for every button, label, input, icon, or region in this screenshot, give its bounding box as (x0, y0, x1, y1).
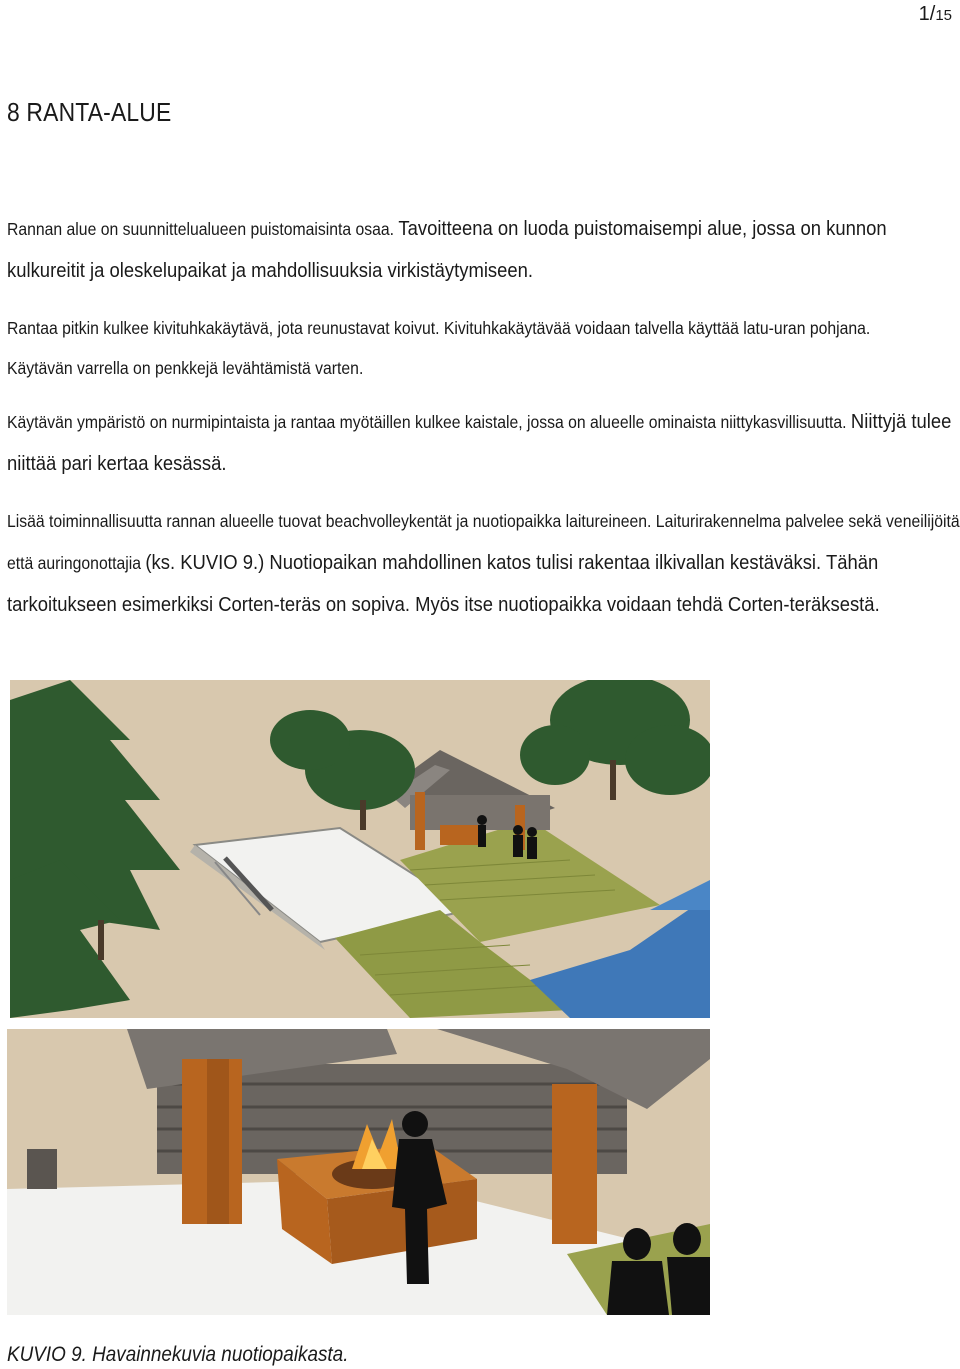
page-number (919, 2, 952, 28)
page-number-current: 1/ (918, 3, 936, 25)
paragraph-3-part-b: Niittyjä tulee niittää pari kertaa kesässä. (7, 410, 952, 475)
paragraph-4-part-b: (ks. KUVIO 9.) Nuotiopaikan mahdollinen katos tulisi rakentaa ilkivallan kestäväksi. Tähän tarkoitukseen esimerkiksi Corten-teräs on sopiva. Myös itse nuotiopaikka voidaan tehdä Corten-teräksestä. (7, 551, 880, 616)
page-number-total: 15 (935, 7, 952, 24)
fireplace-closeup-illustration (7, 1029, 710, 1315)
figure-caption: KUVIO 9. Havainnekuvia nuotiopaikasta. (7, 1343, 349, 1366)
section-heading: 8 RANTA-ALUE (7, 97, 172, 127)
paragraph-4-part-a: Lisää toiminnallisuutta rannan alueelle tuovat beachvolleykentät ja nuotiopaikka laitureineen. Laiturirakennelma palvelee sekä veneilijöitä että auringonottajia (7, 511, 960, 573)
paragraph-2-text: Rantaa pitkin kulkee kivituhkakäytävä, jota reunustavat koivut. Kivituhkakäytävää voidaan talvella käyttää latu-uran pohjana. Käytävän varrella on penkkejä levähtämistä varten. (7, 318, 871, 378)
rendering-fireplace-closeup (7, 1029, 710, 1315)
paragraph-4 (7, 501, 960, 627)
paragraph-3-part-a: Käytävän ympäristö on nurmipintaista ja rantaa myötäillen kulkee kaistale, jossa on alueelle ominaista niittykasvillisuutta. (7, 412, 851, 432)
paragraph-3 (7, 402, 952, 486)
paragraph-2 (7, 309, 916, 389)
paragraph-1-part-b: Tavoitteena on luoda puistomaisempi alue, jossa on kunnon kulkureitit ja oleskelupaikat ja mahdollisuuksia virkistäytymiseen. (7, 217, 887, 282)
paragraph-1-part-a: Rannan alue on suunnittelualueen puistomaisinta osaa. (7, 219, 399, 239)
beach-overview-illustration (10, 680, 710, 1018)
rendering-beach-overview (10, 680, 710, 1018)
paragraph-1 (7, 209, 952, 293)
